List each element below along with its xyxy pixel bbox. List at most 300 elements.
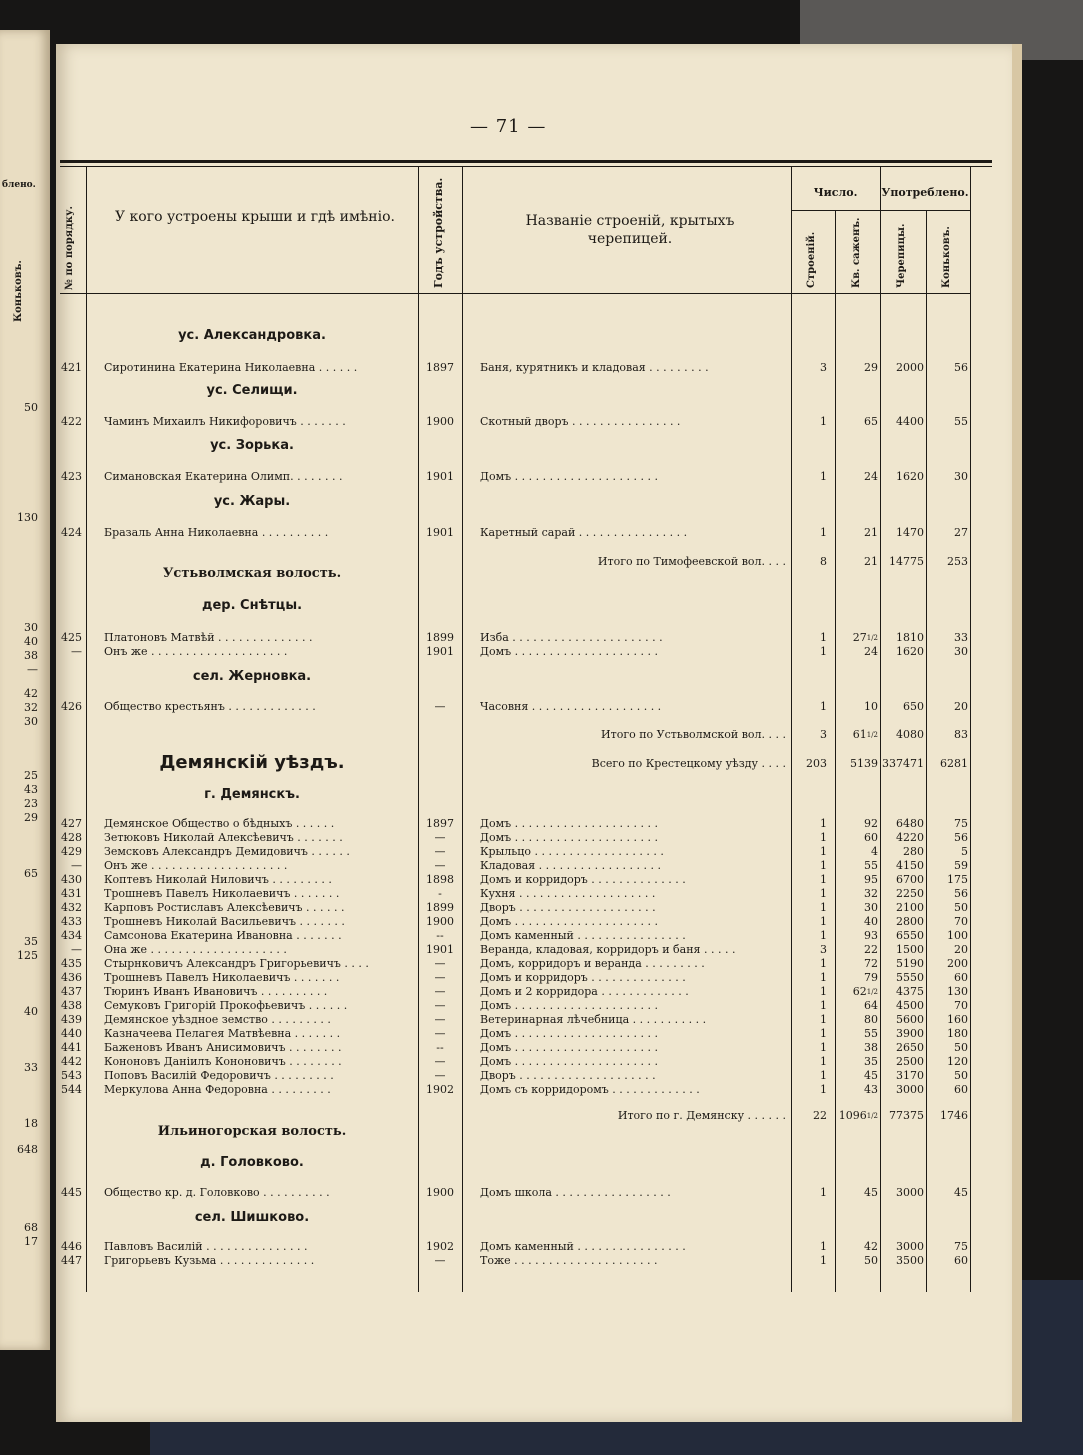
section-heading: сел. Шишково. — [194, 1210, 310, 1225]
section-heading: ус. Жары. — [213, 494, 291, 509]
row-buildings: 3 — [820, 943, 827, 956]
row-ridges: 45 — [954, 1186, 968, 1199]
row-tiles: 6700 — [896, 873, 924, 886]
row-sq-sazhen: $62^{1/2}$ — [852, 985, 878, 998]
row-building: Веранда, кладовая, корридоръ и баня . . . . . — [480, 943, 736, 956]
row-number: 441 — [61, 1041, 82, 1054]
row-number: 436 — [61, 971, 82, 984]
row-owner: Григорьевъ Кузьма . . . . . . . . . . . . . . — [104, 1254, 315, 1267]
row-number: — — [71, 943, 82, 956]
left-page-number: 42 — [24, 687, 38, 700]
row-ridges: 33 — [954, 631, 968, 644]
row-tiles: 3170 — [896, 1069, 924, 1082]
row-building: Домъ школа . . . . . . . . . . . . . . . . . — [480, 1186, 671, 1199]
row-year: 1902 — [426, 1083, 454, 1096]
row-owner: Меркулова Анна Федоровна . . . . . . . . . — [104, 1083, 331, 1096]
row-buildings: 1 — [820, 1254, 827, 1267]
row-owner: Общество крестьянъ . . . . . . . . . . . . . — [104, 700, 316, 713]
row-buildings: 1 — [820, 929, 827, 942]
row-tiles: 1810 — [896, 631, 924, 644]
section-heading: Устьволмская волость. — [162, 566, 342, 581]
row-buildings: 1 — [820, 999, 827, 1012]
row-tiles: 4400 — [896, 415, 924, 428]
row-sq-sazhen: 40 — [864, 915, 878, 928]
col-sep-year — [462, 166, 463, 1292]
row-building: Часовня . . . . . . . . . . . . . . . . . . . — [480, 700, 662, 713]
row-year: 1900 — [426, 1186, 454, 1199]
header-col-year: Годъ устройства. — [432, 177, 445, 288]
row-sq-sazhen: 30 — [864, 901, 878, 914]
row-year: 1899 — [426, 631, 454, 644]
row-building: Домъ и корридоръ . . . . . . . . . . . . . . — [480, 971, 686, 984]
row-number: 427 — [61, 817, 82, 830]
left-page-number: 38 — [24, 649, 38, 662]
row-tiles: 4375 — [896, 985, 924, 998]
row-buildings: 1 — [820, 1186, 827, 1199]
row-year: 1897 — [426, 361, 454, 374]
row-owner: Симановская Екатерина Олимп. . . . . . . . — [104, 470, 343, 483]
row-owner: Чаминъ Михаилъ Никифоровичъ . . . . . . . — [104, 415, 346, 428]
row-building: Домъ каменный . . . . . . . . . . . . . . . . — [480, 1240, 686, 1253]
row-sq-sazhen: 21 — [864, 555, 878, 568]
header-col-buildings: Строенiй. — [806, 231, 817, 288]
row-year: — — [434, 845, 446, 858]
row-sq-sazhen: 80 — [864, 1013, 878, 1026]
row-tiles: 4500 — [896, 999, 924, 1012]
row-building: Домъ съ корридоромъ . . . . . . . . . . . . . — [480, 1083, 700, 1096]
row-buildings: 1 — [820, 859, 827, 872]
row-year: -- — [436, 929, 444, 942]
row-tiles: 1620 — [896, 645, 924, 658]
left-page-number: 30 — [24, 715, 38, 728]
row-tiles: 337471 — [882, 757, 924, 770]
section-heading: ус. Александровка. — [178, 328, 326, 343]
section-heading: д. Головково. — [200, 1155, 304, 1170]
row-sq-sazhen: 10 — [864, 700, 878, 713]
header-bottom-rule — [60, 293, 970, 294]
row-number: 447 — [61, 1254, 82, 1267]
row-sq-sazhen: $27^{1/2}$ — [852, 631, 878, 644]
row-buildings: 1 — [820, 1041, 827, 1054]
row-ridges: 56 — [954, 887, 968, 900]
row-year: — — [434, 1254, 446, 1267]
row-ridges: 56 — [954, 361, 968, 374]
row-ridges: 50 — [954, 1069, 968, 1082]
row-number: — — [71, 859, 82, 872]
top-rule-thin — [60, 166, 992, 167]
row-building: Домъ . . . . . . . . . . . . . . . . . . . . . — [480, 1041, 658, 1054]
row-number: 433 — [61, 915, 82, 928]
row-tiles: 2000 — [896, 361, 924, 374]
row-total-label: Итого по Тимофеевской вол. . . . — [597, 555, 786, 568]
row-buildings: 1 — [820, 817, 827, 830]
row-sq-sazhen: $1096^{1/2}$ — [838, 1109, 878, 1122]
section-heading: сел. Жерновка. — [192, 669, 312, 684]
row-year: — — [434, 985, 446, 998]
row-sq-sazhen: 24 — [864, 645, 878, 658]
row-owner: Общество кр. д. Головково . . . . . . . . . . — [104, 1186, 330, 1199]
row-number: 543 — [61, 1069, 82, 1082]
col-sep-name — [791, 166, 792, 1292]
row-sq-sazhen: $61^{1/2}$ — [852, 728, 878, 741]
row-tiles: 2800 — [896, 915, 924, 928]
row-tiles: 77375 — [889, 1109, 924, 1122]
row-ridges: 70 — [954, 999, 968, 1012]
row-building: Домъ . . . . . . . . . . . . . . . . . . . . . — [480, 1055, 658, 1068]
row-buildings: 1 — [820, 845, 827, 858]
row-owner: Трошневъ Павелъ Николаевичъ . . . . . . . — [104, 887, 340, 900]
row-year: — — [434, 1055, 446, 1068]
left-header-top: блено. — [2, 180, 36, 190]
section-heading: ус. Зорька. — [210, 438, 294, 453]
section-heading: г. Демянскъ. — [204, 787, 300, 802]
left-page-number: 648 — [17, 1143, 38, 1156]
row-owner: Зетюковъ Николай Алексѣевичъ . . . . . . . — [104, 831, 343, 844]
left-page-number: 35 — [24, 935, 38, 948]
row-year: 1899 — [426, 901, 454, 914]
row-owner: Тюринъ Иванъ Ивановичъ . . . . . . . . . . — [104, 985, 328, 998]
header-col-ridges: Коньковъ. — [941, 226, 952, 288]
row-building: Домъ каменный . . . . . . . . . . . . . . . . — [480, 929, 686, 942]
header-col-tiles: Черепицы. — [896, 223, 907, 288]
row-tiles: 2650 — [896, 1041, 924, 1054]
row-building: Изба . . . . . . . . . . . . . . . . . . . . . . — [480, 631, 663, 644]
header-col-owner: У кого устроены крыши и гдѣ имѣнiо. — [114, 209, 395, 225]
row-ridges: 27 — [954, 526, 968, 539]
row-building: Домъ, корридоръ и веранда . . . . . . . . . — [480, 957, 705, 970]
section-heading: Ильиногорская волость. — [157, 1124, 347, 1139]
row-ridges: 70 — [954, 915, 968, 928]
row-tiles: 3500 — [896, 1254, 924, 1267]
row-tiles: 4150 — [896, 859, 924, 872]
row-tiles: 3000 — [896, 1083, 924, 1096]
row-building: Домъ . . . . . . . . . . . . . . . . . . . . . — [480, 915, 658, 928]
row-building: Кухня . . . . . . . . . . . . . . . . . . . . — [480, 887, 656, 900]
row-tiles: 650 — [903, 700, 924, 713]
row-tiles: 5550 — [896, 971, 924, 984]
row-ridges: 56 — [954, 831, 968, 844]
row-owner: Платоновъ Матвѣй . . . . . . . . . . . . . . — [104, 631, 313, 644]
row-sq-sazhen: 5139 — [850, 757, 878, 770]
section-heading: ус. Селищи. — [206, 383, 298, 398]
row-owner: Коптевъ Николай Ниловичъ . . . . . . . . . — [104, 873, 332, 886]
row-owner: Павловъ Василій . . . . . . . . . . . . . . . — [104, 1240, 308, 1253]
row-sq-sazhen: 55 — [864, 1027, 878, 1040]
section-heading: дер. Снѣтцы. — [201, 598, 303, 613]
row-number: 437 — [61, 985, 82, 998]
row-building: Скотный дворъ . . . . . . . . . . . . . . . . — [480, 415, 681, 428]
row-sq-sazhen: 72 — [864, 957, 878, 970]
row-building: Домъ . . . . . . . . . . . . . . . . . . . . . — [480, 999, 658, 1012]
row-tiles: 2100 — [896, 901, 924, 914]
row-building: Домъ . . . . . . . . . . . . . . . . . . . . . — [480, 817, 658, 830]
row-building: Домъ и 2 корридора . . . . . . . . . . . . . — [480, 985, 689, 998]
left-page-number: 18 — [24, 1117, 38, 1130]
row-sq-sazhen: 29 — [864, 361, 878, 374]
row-buildings: 1 — [820, 1027, 827, 1040]
row-year: — — [434, 831, 446, 844]
row-buildings: 1 — [820, 470, 827, 483]
left-page-number: 125 — [17, 949, 38, 962]
row-ridges: 160 — [947, 1013, 968, 1026]
row-ridges: 5 — [961, 845, 968, 858]
row-ridges: 30 — [954, 470, 968, 483]
row-buildings: 1 — [820, 415, 827, 428]
row-buildings: 1 — [820, 631, 827, 644]
row-ridges: 100 — [947, 929, 968, 942]
row-number: 446 — [61, 1240, 82, 1253]
row-sq-sazhen: 38 — [864, 1041, 878, 1054]
section-heading: Демянскiй уѣздъ. — [159, 752, 345, 773]
row-sq-sazhen: 35 — [864, 1055, 878, 1068]
row-ridges: 59 — [954, 859, 968, 872]
row-tiles: 5190 — [896, 957, 924, 970]
row-buildings: 1 — [820, 901, 827, 914]
left-page-number: 32 — [24, 701, 38, 714]
row-number: 431 — [61, 887, 82, 900]
row-owner: Земсковъ Александръ Демидовичъ . . . . . . — [104, 845, 350, 858]
row-owner: Кононовъ Данiилъ Кононовичъ . . . . . . . . — [104, 1055, 342, 1068]
row-total-label: Итого по г. Демянску . . . . . . — [617, 1109, 786, 1122]
col-sep-owner — [418, 166, 419, 1292]
row-buildings: 1 — [820, 645, 827, 658]
row-building: Каретный сарай . . . . . . . . . . . . . . . . — [480, 526, 688, 539]
row-buildings: 1 — [820, 887, 827, 900]
row-year: 1901 — [426, 526, 454, 539]
row-ridges: 83 — [954, 728, 968, 741]
row-tiles: 6550 — [896, 929, 924, 942]
row-building: Домъ . . . . . . . . . . . . . . . . . . . . . — [480, 645, 658, 658]
row-ridges: 20 — [954, 943, 968, 956]
row-ridges: 253 — [947, 555, 968, 568]
row-buildings: 1 — [820, 526, 827, 539]
row-year: — — [434, 957, 446, 970]
header-group-used: Употреблено. — [881, 186, 969, 199]
row-building: Дворъ . . . . . . . . . . . . . . . . . . . . — [480, 901, 656, 914]
row-owner: Онъ же . . . . . . . . . . . . . . . . . . . . — [104, 645, 288, 658]
row-tiles: 2250 — [896, 887, 924, 900]
row-owner: Онъ же . . . . . . . . . . . . . . . . . . . . — [104, 859, 288, 872]
row-year: 1900 — [426, 915, 454, 928]
left-page-number: 29 — [24, 811, 38, 824]
row-ridges: 175 — [947, 873, 968, 886]
row-year: 1901 — [426, 645, 454, 658]
row-building: Ветеринарная лѣчебница . . . . . . . . . . . — [480, 1013, 707, 1026]
top-rule — [60, 160, 992, 163]
row-number: 425 — [61, 631, 82, 644]
row-building: Крыльцо . . . . . . . . . . . . . . . . . . . — [480, 845, 664, 858]
row-year: — — [434, 1013, 446, 1026]
row-buildings: 1 — [820, 915, 827, 928]
row-sq-sazhen: 43 — [864, 1083, 878, 1096]
left-page-edge — [0, 30, 50, 1350]
row-buildings: 1 — [820, 700, 827, 713]
left-page-number: 30 — [24, 621, 38, 634]
row-buildings: 22 — [813, 1109, 827, 1122]
left-page-number: 40 — [24, 635, 38, 648]
row-buildings: 1 — [820, 873, 827, 886]
row-sq-sazhen: 65 — [864, 415, 878, 428]
row-ridges: 50 — [954, 901, 968, 914]
row-building: Домъ . . . . . . . . . . . . . . . . . . . . . — [480, 470, 658, 483]
row-building: Тоже . . . . . . . . . . . . . . . . . . . . . — [480, 1254, 658, 1267]
row-buildings: 1 — [820, 831, 827, 844]
row-buildings: 8 — [820, 555, 827, 568]
row-buildings: 3 — [820, 728, 827, 741]
row-year: — — [434, 1027, 446, 1040]
row-tiles: 4080 — [896, 728, 924, 741]
row-number: 439 — [61, 1013, 82, 1026]
row-ridges: 60 — [954, 1254, 968, 1267]
row-ridges: 30 — [954, 645, 968, 658]
row-ridges: 120 — [947, 1055, 968, 1068]
row-sq-sazhen: 24 — [864, 470, 878, 483]
left-page-number: 65 — [24, 867, 38, 880]
row-year: -- — [436, 1041, 444, 1054]
row-sq-sazhen: 92 — [864, 817, 878, 830]
row-owner: Карповъ Ростиславъ Алексѣевичъ . . . . . . — [104, 901, 345, 914]
row-sq-sazhen: 55 — [864, 859, 878, 872]
row-number: 430 — [61, 873, 82, 886]
row-ridges: 1746 — [940, 1109, 968, 1122]
row-buildings: 1 — [820, 1013, 827, 1026]
row-year: — — [434, 1069, 446, 1082]
row-ridges: 180 — [947, 1027, 968, 1040]
row-owner: Самсонова Екатерина Ивановна . . . . . . . — [104, 929, 342, 942]
row-number: 426 — [61, 700, 82, 713]
header-col-no: № по порядку. — [64, 206, 75, 290]
row-sq-sazhen: 32 — [864, 887, 878, 900]
left-page-number: — — [27, 663, 38, 676]
row-building: Домъ . . . . . . . . . . . . . . . . . . . . . — [480, 1027, 658, 1040]
header-col-sq: Кв. саженъ. — [851, 217, 862, 288]
row-number: 422 — [61, 415, 82, 428]
row-owner: Трошневъ Николай Васильевичъ . . . . . . . — [104, 915, 345, 928]
row-year: 1900 — [426, 415, 454, 428]
row-owner: Поповъ Василій Федоровичъ . . . . . . . . . — [104, 1069, 334, 1082]
header-col-name: Названiе строенiй, крытыхъ черепицей. — [525, 213, 735, 247]
row-number: — — [71, 645, 82, 658]
row-sq-sazhen: 4 — [871, 845, 878, 858]
left-header-col: Коньковъ. — [13, 260, 24, 322]
row-ridges: 130 — [947, 985, 968, 998]
row-year: - — [438, 887, 442, 900]
col-sep-right — [970, 166, 971, 1292]
row-tiles: 1500 — [896, 943, 924, 956]
row-building: Домъ и корридоръ . . . . . . . . . . . . . . — [480, 873, 686, 886]
row-ridges: 75 — [954, 817, 968, 830]
row-owner: Бразаль Анна Николаевна . . . . . . . . . . — [104, 526, 329, 539]
row-number: 442 — [61, 1055, 82, 1068]
row-owner: Она же . . . . . . . . . . . . . . . . . . . . — [104, 943, 287, 956]
row-buildings: 203 — [806, 757, 827, 770]
row-owner: Демянское уѣздное земство . . . . . . . . . — [104, 1013, 331, 1026]
row-building: Домъ . . . . . . . . . . . . . . . . . . . . . — [480, 831, 658, 844]
row-building: Дворъ . . . . . . . . . . . . . . . . . . . . — [480, 1069, 656, 1082]
row-ridges: 50 — [954, 1041, 968, 1054]
row-number: 428 — [61, 831, 82, 844]
row-year: — — [434, 999, 446, 1012]
row-ridges: 60 — [954, 971, 968, 984]
row-sq-sazhen: 60 — [864, 831, 878, 844]
row-year: 1898 — [426, 873, 454, 886]
row-ridges: 20 — [954, 700, 968, 713]
left-page-number: 23 — [24, 797, 38, 810]
row-number: 434 — [61, 929, 82, 942]
row-ridges: 6281 — [940, 757, 968, 770]
left-page-number: 33 — [24, 1061, 38, 1074]
row-buildings: 3 — [820, 361, 827, 374]
row-ridges: 55 — [954, 415, 968, 428]
row-buildings: 1 — [820, 971, 827, 984]
row-tiles: 6480 — [896, 817, 924, 830]
row-building: Кладовая . . . . . . . . . . . . . . . . . . — [480, 859, 662, 872]
row-sq-sazhen: 93 — [864, 929, 878, 942]
row-number: 429 — [61, 845, 82, 858]
row-year: 1901 — [426, 470, 454, 483]
row-tiles: 1470 — [896, 526, 924, 539]
row-tiles: 280 — [903, 845, 924, 858]
row-buildings: 1 — [820, 1069, 827, 1082]
row-sq-sazhen: 95 — [864, 873, 878, 886]
left-page-number: 68 — [24, 1221, 38, 1234]
row-owner: Семуковъ Григорій Прокофьевичъ . . . . . . — [104, 999, 348, 1012]
row-number: 432 — [61, 901, 82, 914]
left-page-number: 130 — [17, 511, 38, 524]
row-number: 438 — [61, 999, 82, 1012]
row-ridges: 60 — [954, 1083, 968, 1096]
row-number: 544 — [61, 1083, 82, 1096]
row-owner: Сиротинина Екатерина Николаевна . . . . . . — [104, 361, 358, 374]
row-year: 1901 — [426, 943, 454, 956]
left-page-number: 43 — [24, 783, 38, 796]
row-buildings: 1 — [820, 1055, 827, 1068]
row-sq-sazhen: 21 — [864, 526, 878, 539]
row-sq-sazhen: 45 — [864, 1186, 878, 1199]
header-group-count: Число. — [813, 186, 858, 199]
row-total-label: Итого по Устьволмской вол. . . . — [601, 728, 786, 741]
left-page-number: 17 — [24, 1235, 38, 1248]
row-year: — — [434, 700, 446, 713]
row-number: 440 — [61, 1027, 82, 1040]
row-tiles: 4220 — [896, 831, 924, 844]
left-page-number: 25 — [24, 769, 38, 782]
row-building: Баня, курятникъ и кладовая . . . . . . . . . — [480, 361, 709, 374]
row-sq-sazhen: 79 — [864, 971, 878, 984]
row-buildings: 1 — [820, 985, 827, 998]
row-sq-sazhen: 50 — [864, 1254, 878, 1267]
row-year: 1897 — [426, 817, 454, 830]
row-year: — — [434, 971, 446, 984]
row-sq-sazhen: 45 — [864, 1069, 878, 1082]
row-number: 424 — [61, 526, 82, 539]
row-owner: Стырнковичъ Александръ Григорьевичъ . . . . — [104, 957, 369, 970]
row-number: 435 — [61, 957, 82, 970]
row-sq-sazhen: 22 — [864, 943, 878, 956]
row-tiles: 3000 — [896, 1186, 924, 1199]
row-tiles: 3000 — [896, 1240, 924, 1253]
row-year: — — [434, 859, 446, 872]
row-buildings: 1 — [820, 1083, 827, 1096]
left-page-number: 40 — [24, 1005, 38, 1018]
row-number: 421 — [61, 361, 82, 374]
page-number: — 71 — — [470, 116, 547, 137]
row-owner: Трошневъ Павелъ Николаевичъ . . . . . . . — [104, 971, 340, 984]
row-owner: Казначеева Пелагея Матвѣевна . . . . . . . — [104, 1027, 341, 1040]
row-tiles: 1620 — [896, 470, 924, 483]
row-total-label: Всего по Крестецкому уѣзду . . . . — [591, 757, 786, 770]
row-buildings: 1 — [820, 957, 827, 970]
